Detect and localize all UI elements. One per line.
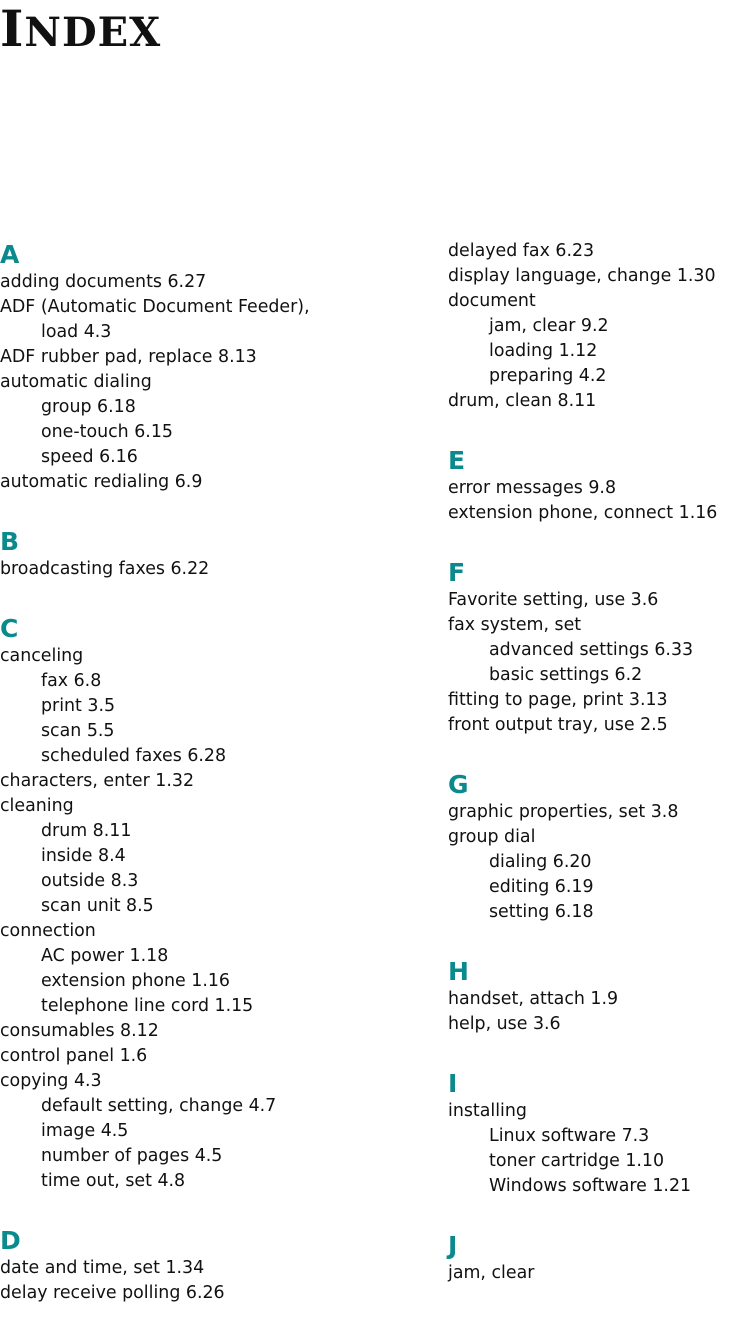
index-entry: delay receive polling 6.26 [0, 1283, 225, 1303]
index-entry: copying 4.3 [0, 1071, 102, 1091]
index-entry: help, use 3.6 [448, 1014, 561, 1034]
index-subentry: toner cartridge 1.10 [489, 1151, 665, 1171]
title-rest: NDEX [24, 9, 162, 56]
index-entry: ADF (Automatic Document Feeder), [0, 297, 310, 317]
index-section [0, 1225, 440, 1306]
index-entry: automatic dialing [0, 372, 152, 392]
index-entry: Favorite setting, use 3.6 [448, 590, 659, 610]
section-letter: D [0, 1226, 21, 1255]
section-letter: F [448, 558, 466, 587]
index-entry: front output tray, use 2.5 [448, 715, 668, 735]
index-entry: consumables 8.12 [0, 1021, 159, 1041]
index-subentry: preparing 4.2 [489, 366, 607, 386]
index-subentry: scheduled faxes 6.28 [41, 746, 227, 766]
section-letter: C [0, 614, 19, 643]
index-entry: error messages 9.8 [448, 478, 617, 498]
index-entry: drum, clean 8.11 [448, 391, 597, 411]
index-entry: installing [448, 1101, 527, 1121]
index-subentry: scan 5.5 [41, 721, 115, 741]
index-entry: extension phone, connect 1.16 [448, 503, 718, 523]
index-entry: control panel 1.6 [0, 1046, 148, 1066]
section-letter: J [448, 1231, 458, 1260]
index-subentry: print 3.5 [41, 696, 116, 716]
index-subentry: speed 6.16 [41, 447, 138, 467]
index-entry: broadcasting faxes 6.22 [0, 559, 210, 579]
index-section [448, 445, 755, 526]
index-subentry: number of pages 4.5 [41, 1146, 223, 1166]
index-subentry: Linux software 7.3 [489, 1126, 650, 1146]
index-entry: display language, change 1.30 [448, 266, 716, 286]
index-entry: fax system, set [448, 615, 582, 635]
index-subentry: AC power 1.18 [41, 946, 169, 966]
index-section [448, 1068, 755, 1199]
index-entry: graphic properties, set 3.8 [448, 802, 679, 822]
index-entry: canceling [0, 646, 84, 666]
index-subentry: jam, clear 9.2 [489, 316, 609, 336]
index-subentry: dialing 6.20 [489, 852, 592, 872]
index-entry: adding documents 6.27 [0, 272, 207, 292]
index-subentry: time out, set 4.8 [41, 1171, 186, 1191]
index-entry: jam, clear [448, 1263, 535, 1283]
index-section [0, 613, 440, 1194]
section-letter: I [448, 1069, 458, 1098]
index-subentry: inside 8.4 [41, 846, 126, 866]
index-section [448, 239, 755, 414]
index-entry: automatic redialing 6.9 [0, 472, 203, 492]
index-section [448, 1230, 755, 1286]
index-section [448, 769, 755, 925]
index-subentry: load 4.3 [41, 322, 112, 342]
index-column-left [0, 239, 440, 1337]
index-subentry: extension phone 1.16 [41, 971, 230, 991]
index-section [448, 956, 755, 1037]
section-letter: G [448, 770, 469, 799]
index-subentry: telephone line cord 1.15 [41, 996, 254, 1016]
section-letter: B [0, 527, 20, 556]
index-subentry: scan unit 8.5 [41, 896, 154, 916]
index-subentry: default setting, change 4.7 [41, 1096, 277, 1116]
index-subentry: group 6.18 [41, 397, 136, 417]
index-entry: delayed fax 6.23 [448, 241, 595, 261]
title-initial: I [0, 0, 25, 58]
index-entry: group dial [448, 827, 536, 847]
index-entry: handset, attach 1.9 [448, 989, 619, 1009]
index-subentry: image 4.5 [41, 1121, 129, 1141]
index-subentry: outside 8.3 [41, 871, 139, 891]
index-entry: ADF rubber pad, replace 8.13 [0, 347, 257, 367]
index-entry: connection [0, 921, 96, 941]
index-subentry: loading 1.12 [489, 341, 598, 361]
page-title [0, 0, 161, 62]
index-subentry: basic settings 6.2 [489, 665, 643, 685]
section-letter: E [448, 446, 466, 475]
index-subentry: fax 6.8 [41, 671, 102, 691]
index-subentry: editing 6.19 [489, 877, 594, 897]
index-subentry: one-touch 6.15 [41, 422, 173, 442]
index-entry: date and time, set 1.34 [0, 1258, 205, 1278]
index-entry: fitting to page, print 3.13 [448, 690, 668, 710]
index-section [0, 239, 440, 495]
index-section [0, 526, 440, 582]
section-letter: H [448, 957, 469, 986]
index-column-right [448, 239, 755, 1317]
index-subentry: Windows software 1.21 [489, 1176, 692, 1196]
section-letter: A [0, 240, 20, 269]
index-subentry: advanced settings 6.33 [489, 640, 694, 660]
index-entry: characters, enter 1.32 [0, 771, 195, 791]
index-entry: cleaning [0, 796, 74, 816]
index-entry: document [448, 291, 536, 311]
index-subentry: setting 6.18 [489, 902, 594, 922]
index-section [448, 557, 755, 738]
index-subentry: drum 8.11 [41, 821, 132, 841]
